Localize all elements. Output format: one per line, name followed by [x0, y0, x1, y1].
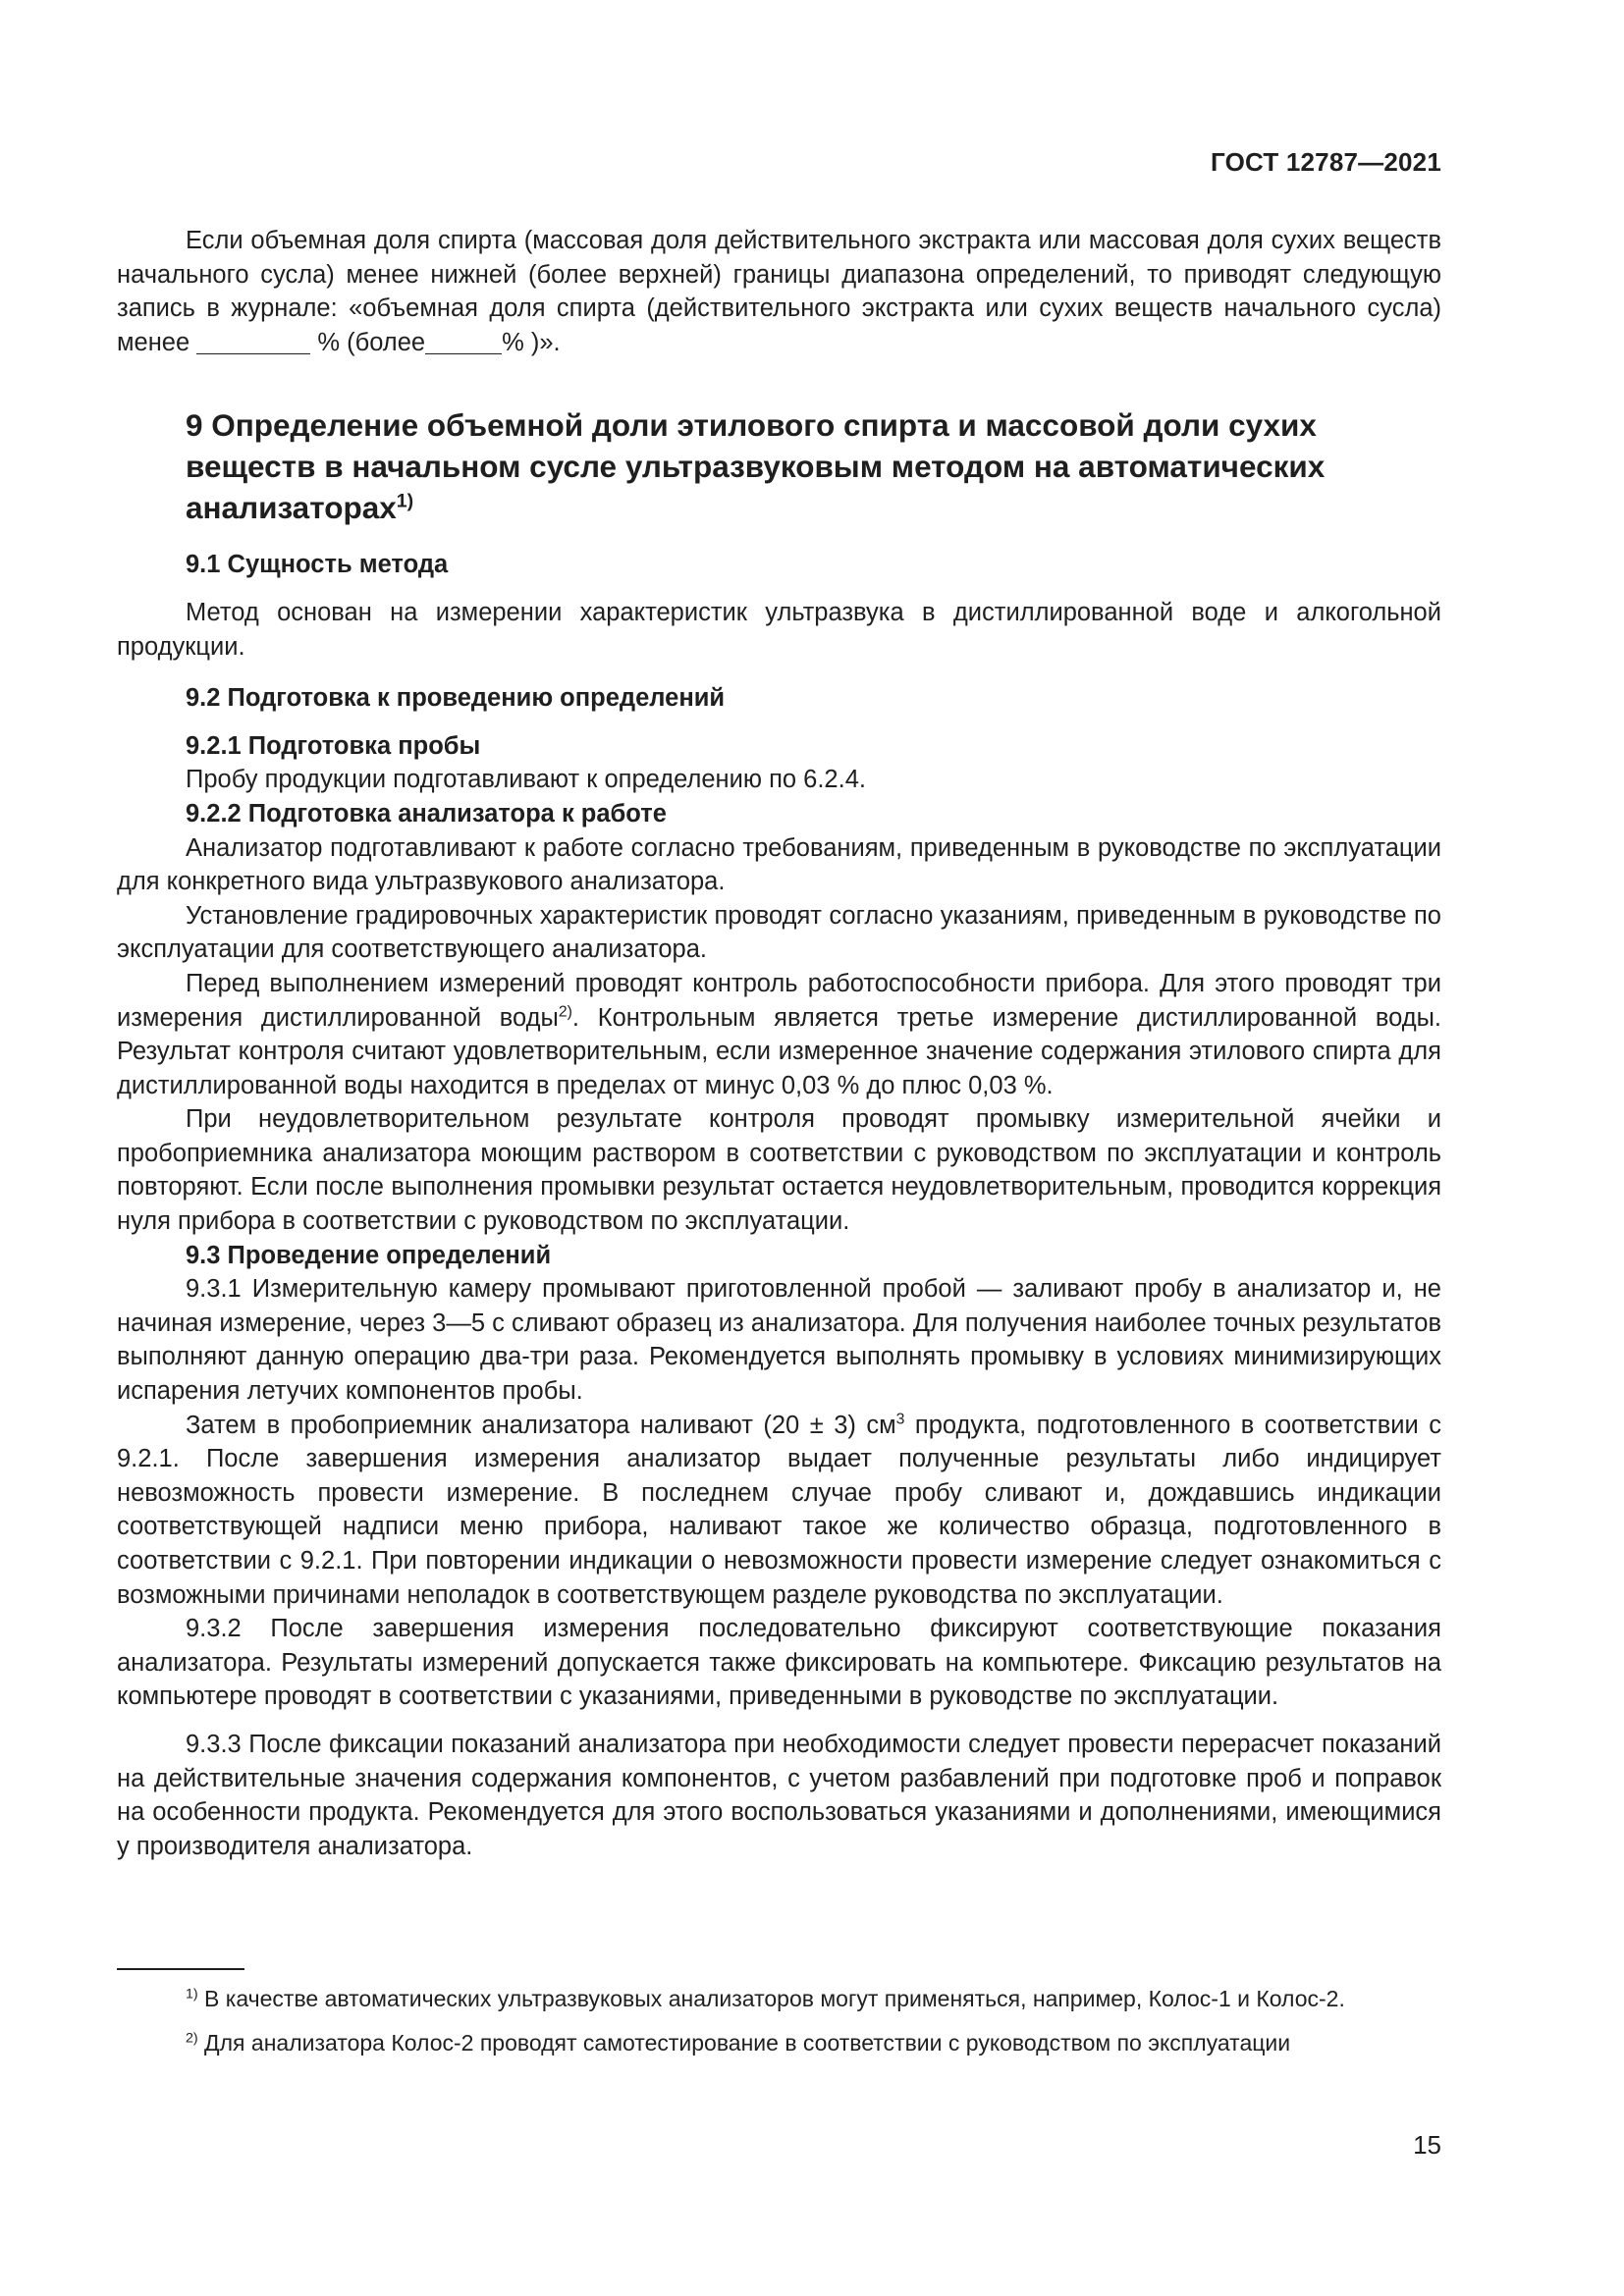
paragraph-9-2-1: Пробу продукции подготавливают к определению по 6.2.4.	[186, 766, 866, 794]
heading-9-2-1: 9.2.1 Подготовка пробы	[186, 731, 481, 760]
page-number: 15	[1413, 2130, 1441, 2160]
intro-paragraph: Если объемная доля спирта (массовая доля действительного экстракта или массовая доля сухих веществ начального сусла) менее нижней (более верхней) границы диапазона определений, то приводят следующую запись в журнале: «объемная доля спирта (действительного экстракта или сухих веществ начального сусла) менее % (более % )».	[117, 227, 1441, 356]
paragraph-9-2-2-c: Перед выполнением измерений проводят контроль работоспособности прибора. Для этого проводят три измерения дистиллированной воды$^{2)}$. Контрольным является третье измерение дистиллированной воды. Результат контроля считают удовлетворительным, если измеренное значение содержания этилового спирта для дистиллированной воды находится в пределах от минус 0,03 % до плюс 0,03 %.	[117, 969, 1441, 1099]
footnote-ref: 1)	[396, 490, 414, 512]
document-header: ГОСТ 12787—2021	[1211, 147, 1441, 177]
heading-9-1: 9.1 Сущность метода	[186, 551, 449, 579]
heading-9-3: 9.3 Проведение определений	[186, 1241, 552, 1269]
superscript: 3	[895, 1411, 905, 1428]
footnote-2: $^{2)}$ Для анализатора Колос-2 проводят самотестирование в соответствии с руководством по эксплуатации	[186, 2030, 1291, 2056]
paragraph-9-2-2-d: При неудовлетворительном результате контроля проводят промывку измерительной ячейки и пробоприемника анализатора моющим раствором в соответствии с руководством по эксплуатации и контроль повторяют. Если после выполнения промывки результат остается неудовлетворительным, проводится коррекция нуля прибора в соответствии с руководством по эксплуатации.	[117, 1105, 1441, 1236]
heading-9-2-2: 9.2.2 Подготовка анализатора к работе	[186, 799, 667, 828]
heading-9-2: 9.2 Подготовка к проведению определений	[186, 684, 726, 713]
document-body	[117, 224, 1441, 1863]
paragraph-9-2-2-a: Анализатор подготавливают к работе согласно требованиям, приведенным в руководстве по эксплуатации для конкретного вида ультразвукового анализатора.	[117, 833, 1441, 896]
footnote-1: $^{1)}$ В качестве автоматических ультразвуковых анализаторов могут применяться, например, Колос-1 и Колос-2.	[186, 1986, 1345, 2011]
footnotes	[117, 1968, 1441, 2072]
paragraph-9-3-2: 9.3.2 После завершения измерения последовательно фиксируют соответствующие показания анализатора. Результаты измерений допускается также фиксировать на компьютере. Фиксацию результатов на компьютере проводят в соответствии с указаниями, приведенными в руководстве по эксплуатации.	[117, 1615, 1441, 1711]
section-title: 9 Определение объемной доли этилового спирта и массовой доли сухих веществ в начальном сусле ультразвуковым методом на автоматических анализаторах$^{1)}$	[186, 407, 1326, 526]
paragraph-9-3-1: 9.3.1 Измерительную камеру промывают приготовленной пробой — заливают пробу в анализатор и, не начиная измерение, через 3—5 с сливают образец из анализатора. Для получения наиболее точных результатов выполняют данную операцию два-три раза. Рекомендуется выполнять промывку в условиях минимизирующих испарения летучих компонентов пробы.	[117, 1275, 1441, 1406]
blank-field	[196, 327, 310, 354]
footnote-ref: 2)	[558, 1003, 572, 1020]
blank-field	[425, 327, 502, 354]
footnote-divider	[117, 1968, 244, 1970]
paragraph-9-3-1-b: Затем в пробоприемник анализатора наливают (20 ± 3) $см^3$ продукта, подготовленного в соответствии с 9.2.1. После завершения измерения анализатор выдает полученные результаты либо индицирует невозможность провести измерение. В последнем случае пробу сливают и, дождавшись индикации соответствующей надписи меню прибора, наливают такое же количество образца, подготовленного в соответствии с 9.2.1. При повторении индикации о невозможности провести измерение следует ознакомиться с возможными причинами неполадок в соответствующем разделе руководства по эксплуатации.	[117, 1411, 1441, 1609]
paragraph-9-2-2-b: Установление градировочных характеристик проводят согласно указаниям, приведенным в руководстве по эксплуатации для соответствующего анализатора.	[117, 901, 1441, 964]
paragraph-9-1: Метод основан на измерении характеристик ультразвука в дистиллированной воде и алкогольной продукции.	[117, 598, 1441, 661]
paragraph-9-3-3: 9.3.3 После фиксации показаний анализатора при необходимости следует провести перерасчет показаний на действительные значения содержания компонентов, с учетом разбавлений при подготовке проб и поправок на особенности продукта. Рекомендуется для этого воспользоваться указаниями и дополнениями, имеющимися у производителя анализатора.	[117, 1730, 1441, 1860]
